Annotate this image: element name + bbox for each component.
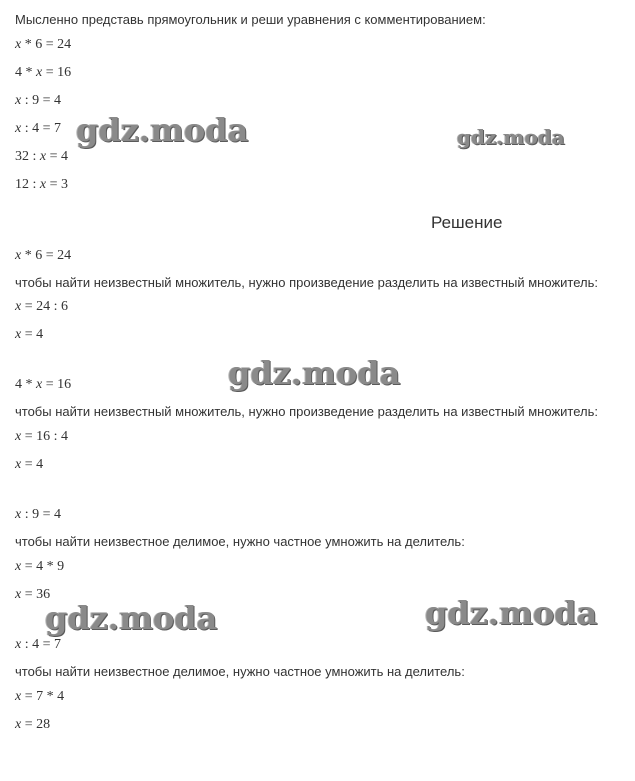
solution-equation: x : 9 = 4 [15,507,62,522]
solution-answer: x = 28 [15,717,51,732]
task-equation: x : 4 = 7 [15,121,62,136]
watermark: gdz.moda [76,111,249,149]
solution-answer: x = 4 [15,327,44,342]
solution-equation: x * 6 = 24 [15,248,72,263]
watermark: gdz.moda [425,594,598,632]
task-equation: 32 : x = 4 [15,149,69,164]
solution-step: x = 7 * 4 [15,689,65,704]
solution-answer: x = 4 [15,457,44,472]
task-equation: 4 * x = 16 [15,65,72,80]
solution-equation: x : 4 = 7 [15,637,62,652]
solution-comment: чтобы найти неизвестное делимое, нужно частное умножить на делитель: [15,664,465,679]
task-equation: 12 : x = 3 [15,177,69,192]
watermark: gdz.moda [45,599,218,637]
solution-answer: x = 36 [15,587,51,602]
solution-step: x = 4 * 9 [15,559,65,574]
solution-comment: чтобы найти неизвестный множитель, нужно произведение разделить на известный множитель: [15,275,598,290]
solution-heading: Решение [431,213,503,232]
task-equation: x : 9 = 4 [15,93,62,108]
solution-step: x = 16 : 4 [15,429,69,444]
solution-step: x = 24 : 6 [15,299,69,314]
task-instruction: Мысленно представь прямоугольник и реши уравнения с комментированием: [15,12,486,27]
watermark: gdz.moda [228,354,401,392]
solution-comment: чтобы найти неизвестный множитель, нужно произведение разделить на известный множитель: [15,404,598,419]
solution-equation: 4 * x = 16 [15,377,72,392]
task-equation: x * 6 = 24 [15,37,72,52]
watermark: gdz.moda [457,125,565,149]
solution-comment: чтобы найти неизвестное делимое, нужно частное умножить на делитель: [15,534,465,549]
